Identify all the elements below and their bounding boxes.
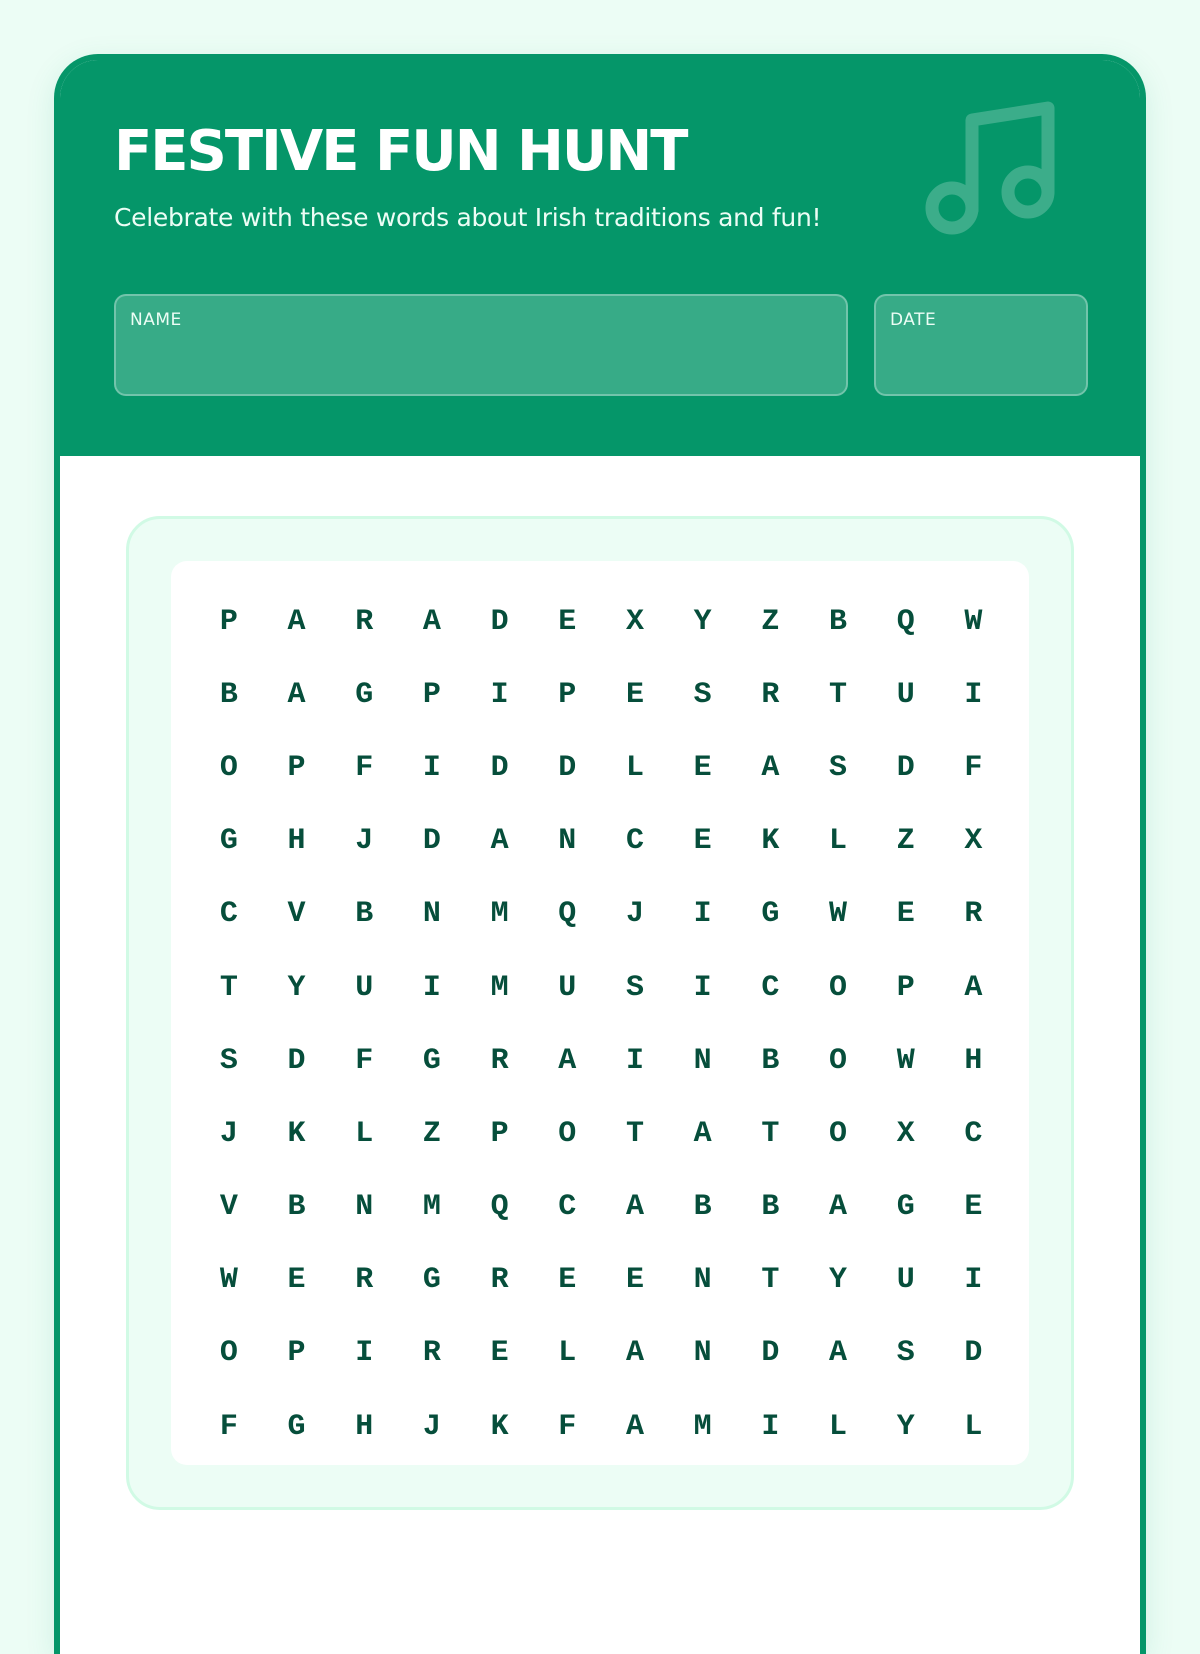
grid-letter[interactable]: I [693,970,712,1005]
grid-letter[interactable]: A [625,1336,644,1371]
grid-letter[interactable]: D [287,1043,306,1078]
grid-letter[interactable]: L [829,1409,848,1444]
grid-letter[interactable]: R [355,604,374,639]
grid-letter[interactable]: M [490,970,509,1005]
worksheet-header [60,60,1140,456]
grid-row [195,658,1007,731]
grid-letter[interactable]: Q [558,897,577,932]
grid-letter[interactable]: P [287,750,306,785]
grid-letter[interactable]: S [219,1043,238,1078]
grid-letter[interactable]: A [625,1409,644,1444]
grid-letter[interactable]: C [558,1190,577,1225]
grid-letter[interactable]: J [422,1409,441,1444]
grid-letter[interactable]: W [964,604,983,639]
grid-letter[interactable]: L [355,1116,374,1151]
grid-letter[interactable]: C [625,824,644,859]
grid-letter[interactable]: O [829,1043,848,1078]
grid-row [195,1171,1007,1244]
grid-letter[interactable]: Z [422,1116,441,1151]
grid-letter[interactable]: E [558,604,577,639]
grid-row [195,1244,1007,1317]
grid-letter[interactable]: Y [287,970,306,1005]
grid-letter[interactable]: D [422,824,441,859]
grid-row [195,1317,1007,1390]
grid-letter[interactable]: N [558,824,577,859]
grid-letter[interactable]: L [625,750,644,785]
grid-letter[interactable]: I [693,897,712,932]
grid-letter[interactable]: T [219,970,238,1005]
grid-letter[interactable]: A [625,1190,644,1225]
grid-letter[interactable]: S [693,677,712,712]
grid-letter[interactable]: N [693,1263,712,1298]
grid-letter[interactable]: E [625,677,644,712]
grid-row [195,805,1007,878]
grid-letter[interactable]: G [896,1190,915,1225]
grid-letter[interactable]: B [355,897,374,932]
grid-letter[interactable]: U [896,1263,915,1298]
grid-letter[interactable]: A [287,677,306,712]
grid-letter[interactable]: Q [490,1190,509,1225]
grid-letter[interactable]: N [355,1190,374,1225]
grid-letter[interactable]: I [964,677,983,712]
grid-letter[interactable]: O [829,970,848,1005]
grid-letter[interactable]: E [693,750,712,785]
grid-letter[interactable]: M [490,897,509,932]
page-subtitle: Celebrate with these words about Irish traditions and fun! [114,203,822,232]
grid-letter[interactable]: P [287,1336,306,1371]
grid-letter[interactable]: H [287,824,306,859]
grid-letter[interactable]: Y [896,1409,915,1444]
grid-letter[interactable]: R [422,1336,441,1371]
grid-letter[interactable]: W [219,1263,238,1298]
grid-letter[interactable]: I [355,1336,374,1371]
grid-letter[interactable]: F [219,1409,238,1444]
grid-letter[interactable]: E [287,1263,306,1298]
grid-letter[interactable]: E [693,824,712,859]
grid-row [195,878,1007,951]
grid-letter[interactable]: L [964,1409,983,1444]
grid-letter[interactable]: A [829,1190,848,1225]
grid-letter[interactable]: Z [761,604,780,639]
grid-letter[interactable]: D [896,750,915,785]
grid-letter[interactable]: L [829,824,848,859]
grid-letter[interactable]: I [490,677,509,712]
grid-row [195,1097,1007,1170]
grid-letter[interactable]: F [964,750,983,785]
grid-row [195,1024,1007,1097]
grid-letter[interactable]: Y [693,604,712,639]
grid-letter[interactable]: R [355,1263,374,1298]
puzzle-board [171,561,1029,1465]
date-label: DATE [890,310,937,330]
grid-letter[interactable]: D [964,1336,983,1371]
grid-letter[interactable]: R [490,1263,509,1298]
grid-letter[interactable]: B [829,604,848,639]
grid-letter[interactable]: G [761,897,780,932]
grid-letter[interactable]: T [761,1263,780,1298]
grid-letter[interactable]: M [422,1190,441,1225]
name-input[interactable] [128,342,834,384]
grid-letter[interactable]: R [964,897,983,932]
grid-letter[interactable]: E [964,1190,983,1225]
grid-letter[interactable]: A [964,970,983,1005]
date-input[interactable] [888,342,1074,384]
grid-letter[interactable]: J [625,897,644,932]
grid-letter[interactable]: G [422,1263,441,1298]
grid-letter[interactable]: N [693,1043,712,1078]
name-label: NAME [130,310,182,330]
grid-letter[interactable]: Y [829,1263,848,1298]
grid-letter[interactable]: E [625,1263,644,1298]
grid-letter[interactable]: A [761,750,780,785]
grid-row [195,1390,1007,1463]
grid-letter[interactable]: T [761,1116,780,1151]
grid-letter[interactable]: B [761,1190,780,1225]
grid-letter[interactable]: B [693,1190,712,1225]
date-field[interactable] [874,294,1088,396]
grid-letter[interactable]: B [761,1043,780,1078]
grid-letter[interactable]: D [558,750,577,785]
grid-letter[interactable]: G [422,1043,441,1078]
grid-letter[interactable]: G [219,824,238,859]
grid-letter[interactable]: I [964,1263,983,1298]
grid-letter[interactable]: A [693,1116,712,1151]
grid-letter[interactable]: P [490,1116,509,1151]
grid-letter[interactable]: T [625,1116,644,1151]
grid-row [195,951,1007,1024]
grid-letter[interactable]: D [761,1336,780,1371]
grid-letter[interactable]: D [490,750,509,785]
grid-letter[interactable]: B [219,677,238,712]
grid-row [195,731,1007,804]
grid-letter[interactable]: Q [896,604,915,639]
grid-letter[interactable]: H [964,1043,983,1078]
name-field[interactable] [114,294,848,396]
grid-letter[interactable]: X [964,824,983,859]
grid-row [195,585,1007,658]
puzzle-frame [126,516,1074,1510]
grid-letter[interactable]: X [896,1116,915,1151]
grid-letter[interactable]: A [422,604,441,639]
grid-letter[interactable]: G [355,677,374,712]
grid-letter[interactable]: K [490,1409,509,1444]
grid-letter[interactable]: R [490,1043,509,1078]
grid-letter[interactable]: I [761,1409,780,1444]
letter-grid [195,585,1007,1463]
grid-letter[interactable]: V [219,1190,238,1225]
grid-letter[interactable]: W [829,897,848,932]
grid-letter[interactable]: J [219,1116,238,1151]
grid-letter[interactable]: A [490,824,509,859]
grid-letter[interactable]: G [287,1409,306,1444]
grid-letter[interactable]: W [896,1043,915,1078]
grid-letter[interactable]: O [219,750,238,785]
grid-letter[interactable]: T [829,677,848,712]
grid-letter[interactable]: E [896,897,915,932]
grid-letter[interactable]: U [558,970,577,1005]
grid-letter[interactable]: N [422,897,441,932]
worksheet-card [54,54,1146,1654]
grid-letter[interactable]: L [558,1336,577,1371]
grid-letter[interactable]: I [625,1043,644,1078]
grid-letter[interactable]: C [219,897,238,932]
grid-letter[interactable]: O [219,1336,238,1371]
grid-letter[interactable]: K [761,824,780,859]
music-note-icon [920,100,1070,250]
grid-letter[interactable]: A [287,604,306,639]
grid-letter[interactable]: S [625,970,644,1005]
grid-letter[interactable]: E [558,1263,577,1298]
page-title: FESTIVE FUN HUNT [114,119,687,184]
grid-letter[interactable]: I [422,970,441,1005]
grid-letter[interactable]: C [964,1116,983,1151]
grid-letter[interactable]: B [287,1190,306,1225]
grid-letter[interactable]: K [287,1116,306,1151]
grid-letter[interactable]: P [558,677,577,712]
grid-letter[interactable]: P [422,677,441,712]
grid-letter[interactable]: U [896,677,915,712]
grid-letter[interactable]: V [287,897,306,932]
grid-letter[interactable]: D [490,604,509,639]
grid-letter[interactable]: E [490,1336,509,1371]
grid-letter[interactable]: P [219,604,238,639]
grid-letter[interactable]: F [355,1043,374,1078]
grid-letter[interactable]: A [558,1043,577,1078]
grid-letter[interactable]: N [693,1336,712,1371]
grid-letter[interactable]: F [355,750,374,785]
grid-letter[interactable]: S [829,750,848,785]
grid-letter[interactable]: P [896,970,915,1005]
grid-letter[interactable]: R [761,677,780,712]
grid-letter[interactable]: F [558,1409,577,1444]
grid-letter[interactable]: H [355,1409,374,1444]
grid-letter[interactable]: O [558,1116,577,1151]
grid-letter[interactable]: U [355,970,374,1005]
grid-letter[interactable]: S [896,1336,915,1371]
grid-letter[interactable]: I [422,750,441,785]
grid-letter[interactable]: A [829,1336,848,1371]
grid-letter[interactable]: Z [896,824,915,859]
grid-letter[interactable]: M [693,1409,712,1444]
grid-letter[interactable]: O [829,1116,848,1151]
grid-letter[interactable]: X [625,604,644,639]
grid-letter[interactable]: C [761,970,780,1005]
grid-letter[interactable]: J [355,824,374,859]
